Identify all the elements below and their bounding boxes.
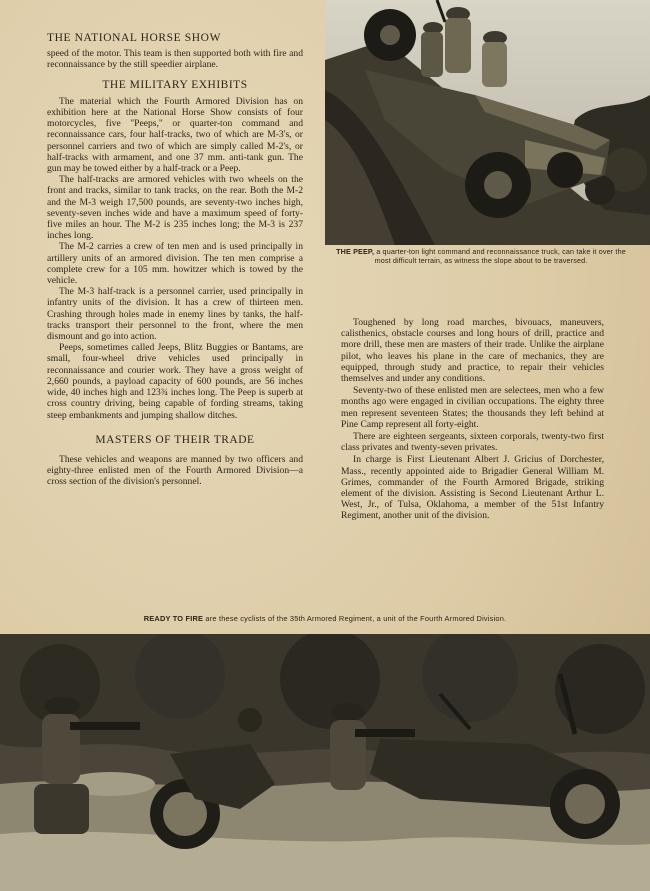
jeep-caption-text: a quarter-ton light command and reconnaissance truck, can take it over the most difficult terrain, as witness the slope about to be traversed. <box>374 247 626 265</box>
cyclists-photo-illustration <box>0 634 650 891</box>
body-paragraph: The M-3 half-track is a personnel carrier, used principally in infantry units of the division. It has a crew of thirteen men. Crashing through holes made in enemy lines by tanks, the half-tracks transport their personnel to the front, where the men dismount and go into action. <box>47 286 303 343</box>
body-paragraph: The half-tracks are armored vehicles with two wheels on the front and tracks, similar to tank tracks, on the rear. Both the M-2 and the M-3 weigh 17,500 pounds, are seventy-two inches high, seventy-seven inches wide and have a maximum speed of forty-five miles an hour. The M-2 is 235 inches long; the M-3 is 237 inches long. <box>47 174 303 242</box>
cyclists-caption-text: are these cyclists of the 35th Armored Regiment, a unit of the Fourth Armored Division. <box>205 614 507 623</box>
left-column <box>47 33 303 488</box>
jeep-photo <box>325 0 650 245</box>
body-paragraph: The M-2 carries a crew of ten men and is used principally in artillery units of an armored division. The ten men comprise a complete crew for a 105 mm. howitzer which is towed by the vehicle. <box>47 241 303 287</box>
military-exhibits-heading: THE MILITARY EXHIBITS <box>102 78 248 91</box>
jeep-caption-lead: THE PEEP, <box>336 247 375 256</box>
cyclists-caption <box>0 614 650 623</box>
jeep-caption <box>336 248 626 265</box>
masters-heading: MASTERS OF THEIR TRADE <box>95 433 255 446</box>
body-paragraph: Toughened by long road marches, bivouacs, maneuvers, calisthenics, obstacle courses and long hours of drill, practice and more drill, these men are masters of their trade. Unlike the airplane pilot, who leaves his plane in the care of mechanics, they are equipped, through study and practice, to repair their vehicles themselves and under any conditions. <box>341 317 604 385</box>
intro-paragraph: speed of the motor. This team is then supported both with fire and reconnaissance by the still speedier airplane. <box>47 48 303 71</box>
body-paragraph: Peeps, sometimes called Jeeps, Blitz Buggies or Bantams, are small, four-wheel drive vehicles used principally in reconnaissance and courier work. They have a gross weight of 2,660 pounds, a payload capacity of 600 pounds, are 56 inches wide, 40 inches high and 123¾ inches long. The Peep is superb at cross country driving, being capable of fording streams, taking steep embankments and jumping shallow ditches. <box>47 342 303 421</box>
body-paragraph: In charge is First Lieutenant Albert J. Gricius of Dorchester, Mass., recently appointed aide to Brigadier General William M. Grimes, commander of the Fourth Armored Brigade, striking element of the division. Assisting is Second Lieutenant Arthur L. West, Jr., of Tulsa, Oklahoma, a member of the 51st Infantry Regiment, another unit of the division. <box>341 454 604 522</box>
body-paragraph: Seventy-two of these enlisted men are selectees, men who a few months ago were engaged in civilian occupations. The eighty three men represent seventeen States; the thousands they left behind at Pine Camp represent all forty-eight. <box>341 385 604 430</box>
body-paragraph: The material which the Fourth Armored Division has on exhibition here at the National Horse Show consists of four motorcycles, five "Peeps," or quarter-ton command and reconnaissance cars, four half-tracks, two of which are M-3's, or personnel carriers and two of which are simply called M-2's, or half-tracks with armament, and one 37 mm. anti-tank gun. The gun may be towed either by a half-track or a Peep. <box>47 95 303 175</box>
body-paragraph: These vehicles and weapons are manned by two officers and eighty-three enlisted men of the Fourth Armored Division—a cross section of the division's personnel. <box>47 453 303 488</box>
right-column <box>341 317 604 523</box>
cyclists-photo <box>0 634 650 891</box>
page-title: THE NATIONAL HORSE SHOW <box>47 32 222 44</box>
jeep-photo-illustration <box>325 0 650 245</box>
cyclists-caption-lead: READY TO FIRE <box>143 614 204 623</box>
body-paragraph: There are eighteen sergeants, sixteen corporals, twenty-two first class privates and twenty-seven privates. <box>341 431 604 454</box>
